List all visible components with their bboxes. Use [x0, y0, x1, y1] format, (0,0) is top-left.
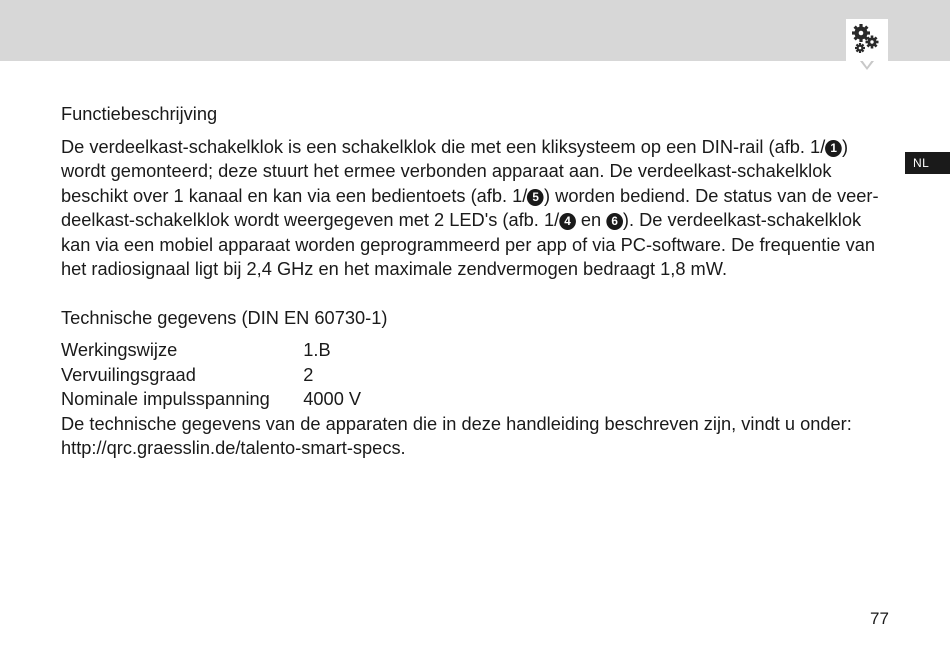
language-tab: NL [905, 152, 950, 174]
description-text: ) [841, 135, 849, 157]
description-text: het radiosignaal ligt bij 2,4 GHz en het maximale zendvermogen bedraagt 1,8 mW. [61, 258, 728, 279]
specs-url: http://qrc.graesslin.de/talento-smart-specs. [61, 437, 406, 458]
spec-label: Nominale impulsspanning [61, 388, 270, 409]
description-text: kan via een mobiel apparaat worden geprogrammeerd per app of via PC-software. De frequentie van [61, 233, 876, 255]
spec-list [61, 338, 875, 412]
description-line [61, 257, 875, 282]
page-content [61, 102, 879, 461]
section-title-technical: Technische gegevens (DIN EN 60730-1) [61, 306, 388, 328]
description-text: De verdeelkast-schakelklok is een schakelklok die met een kliksysteem op een DIN-rail (afb. 1/ [61, 135, 826, 157]
description-line [61, 135, 875, 160]
section-title-description: Functiebeschrijving [61, 103, 218, 124]
spec-value: 1.B [303, 339, 331, 360]
header-band [0, 0, 950, 61]
description-paragraph [61, 135, 879, 282]
description-line [61, 208, 875, 233]
figure-ref-badge: 1 [825, 140, 842, 157]
description-text: wordt gemonteerd; deze stuurt het ermee verbonden apparaat aan. De verdeelkast-schakelklok [61, 160, 832, 181]
technical-note [61, 412, 875, 461]
description-line [61, 159, 875, 184]
spec-value: 2 [303, 363, 314, 385]
figure-ref-badge: 6 [606, 213, 623, 230]
spec-row [61, 387, 875, 412]
spec-label: Werkingswijze [61, 339, 178, 360]
description-line [61, 233, 875, 258]
description-text: beschikt over 1 kanaal en kan via een bedientoets (afb. 1/ [61, 184, 528, 206]
spec-value: 4000 V [303, 388, 362, 409]
description-text: en [575, 209, 607, 230]
spec-row [61, 338, 875, 363]
figure-ref-badge: 5 [527, 189, 544, 206]
page-number: 77 [870, 609, 889, 628]
note-line: De technische gegevens van de apparaten die in deze handleiding beschreven zijn, vindt u onder: [61, 412, 852, 434]
spec-label: Vervuilingsgraad [61, 363, 196, 385]
figure-ref-badge: 4 [559, 213, 576, 230]
description-text: ). De verdeelkast-schakelklok [622, 209, 862, 230]
description-text: deelkast-schakelklok wordt weergegeven met 2 LED's (afb. 1/ [61, 209, 560, 230]
spec-row [61, 363, 875, 388]
gears-icon [846, 19, 888, 61]
description-line [61, 184, 879, 209]
settings-badge [846, 19, 888, 61]
description-text: ) worden bediend. De status van de veer- [544, 184, 879, 206]
badge-pointer [860, 61, 874, 70]
